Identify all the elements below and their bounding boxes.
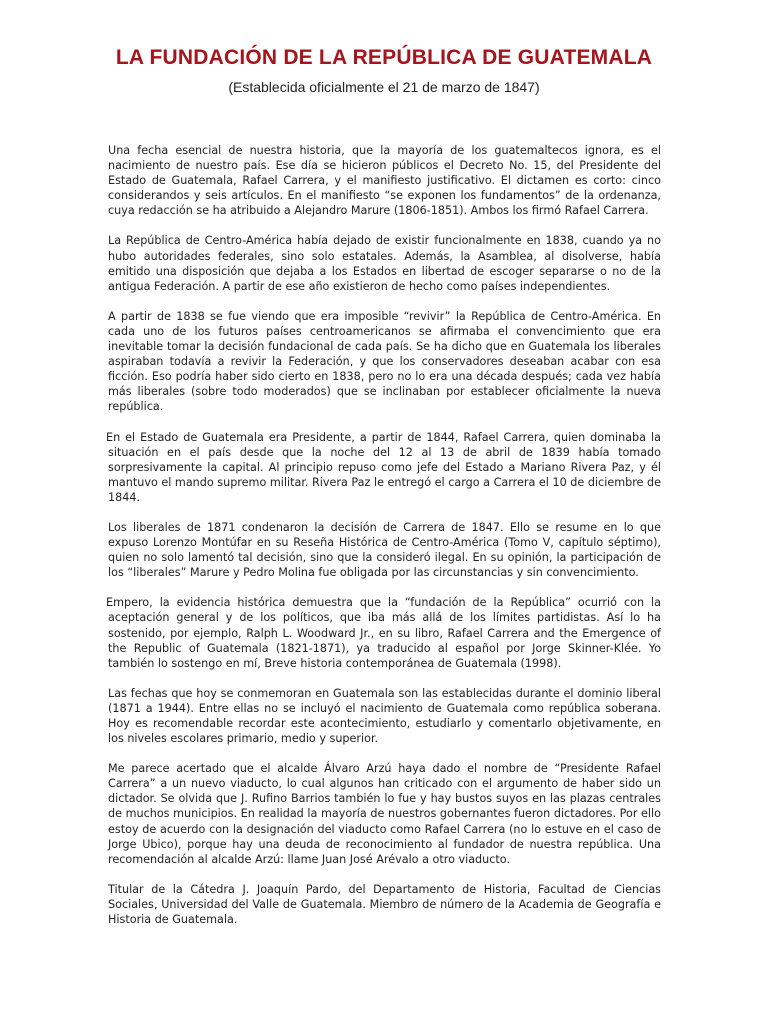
paragraph-5: Los liberales de 1871 condenaron la decisión de Carrera de 1847. Ello se resume en lo que expuso Lorenzo Montúfar en su Reseña Histórica de Centro-América (Tomo V, capítulo séptimo), quien no solo lamentó tal decisión, sino que la consideró ilegal. En su opinión, la participación de los “liberales” Marure y Pedro Molina fue obligada por las circunstancias y sin convencimiento. <box>108 520 661 580</box>
document-body <box>108 143 661 942</box>
paragraph-2: La República de Centro-América había dejado de existir funcionalmente en 1838, cuando ya no hubo autoridades federales, sino solo estatales. Además, la Asamblea, al disolverse, había emitido una disposición que dejaba a los Estados en libertad de escoger separarse o no de la antigua Federación. A partir de ese año existieron de hecho como países independientes. <box>108 234 661 293</box>
paragraph-7: Las fechas que hoy se conmemoran en Guatemala son las establecidas durante el dominio liberal (1871 a 1944). Entre ellas no se incluyó el nacimiento de Guatemala como república soberana. Hoy es recomendable recordar este acontecimiento, estudiarlo y comentarlo objetivamente, en los niveles escolares primario, medio y superior. <box>108 686 661 746</box>
author-note: Titular de la Cátedra J. Joaquín Pardo, del Departamento de Historia, Facultad de Ciencias Sociales, Universidad del Valle de Guatemala. Miembro de número de la Academia de Geografía e Historia de Guatemala. <box>108 882 661 927</box>
document-title: LA FUNDACIÓN DE LA REPÚBLICA DE GUATEMALA <box>115 46 653 69</box>
paragraph-4: En el Estado de Guatemala era Presidente, a partir de 1844, Rafael Carrera, quien dominaba la situación en el país desde que la noche del 12 al 13 de abril de 1839 había tomado sorpresivamente la capital. Al principio repuso como jefe del Estado a Mariano Rivera Paz, y él mantuvo el mando supremo militar. Rivera Paz le entregó el cargo a Carrera el 10 de diciembre de 1844. <box>106 430 661 504</box>
paragraph-3: A partir de 1838 se fue viendo que era imposible “revivir” la República de Centro-América. En cada uno de los futuros países centroamericanos se afirmaba el convencimiento que era inevitable tomar la decisión fundacional de cada país. Se ha dicho que en Guatemala los liberales aspiraban todavía a revivir la Federación, y que los conservadores deseaban acabar con esa ficción. Eso podría haber sido cierto en 1838, pero no lo era una década después; cada vez había más liberales (sobre todo moderados) que se inclinaban por establecer oficialmente la nueva república. <box>108 309 661 414</box>
document-subtitle: (Establecida oficialmente el 21 de marzo de 1847) <box>228 79 540 95</box>
paragraph-8: Me parece acertado que el alcalde Álvaro Arzú haya dado el nombre de “Presidente Rafael Carrera” a un nuevo viaducto, lo cual algunos han criticado con el argumento de haber sido un dictador. Se olvida que J. Rufino Barrios también lo fue y hay bustos suyos en las plazas centrales de muchos municipios. En realidad la mayoría de nuestros gobernantes fueron dictadores. Por ello estoy de acuerdo con la designación del viaducto como Rafael Carrera (no lo estuve en el caso de Jorge Ubico), porque hay una deuda de reconocimiento al fundador de nuestra república. Una recomendación al alcalde Arzú: llame Juan José Arévalo a otro viaducto. <box>108 762 661 866</box>
paragraph-6: Empero, la evidencia histórica demuestra que la “fundación de la República” ocurrió con la aceptación general y de los políticos, que iba más allá de los límites partidistas. Así lo ha sostenido, por ejemplo, Ralph L. Woodward Jr., en su libro, Rafael Carrera and the Emergence of the Republic of Guatemala (1821-1871), ya traducido al español por Jorge Skinner-Klée. Yo también lo sostengo en mí, Breve historia contemporánea de Guatemala (1998). <box>106 596 661 670</box>
paragraph-1: Una fecha esencial de nuestra historia, que la mayoría de los guatemaltecos ignora, es el nacimiento de nuestro país. Ese día se hicieron públicos el Decreto No. 15, del Presidente del Estado de Guatemala, Rafael Carrera, y el manifiesto justificativo. El dictamen es corto: cinco considerandos y seis artículos. En el manifiesto “se exponen los fundamentos” de la ordenanza, cuya redacción se ha atribuido a Alejandro Marure (1806-1851). Ambos los firmó Rafael Carrera. <box>108 144 661 218</box>
